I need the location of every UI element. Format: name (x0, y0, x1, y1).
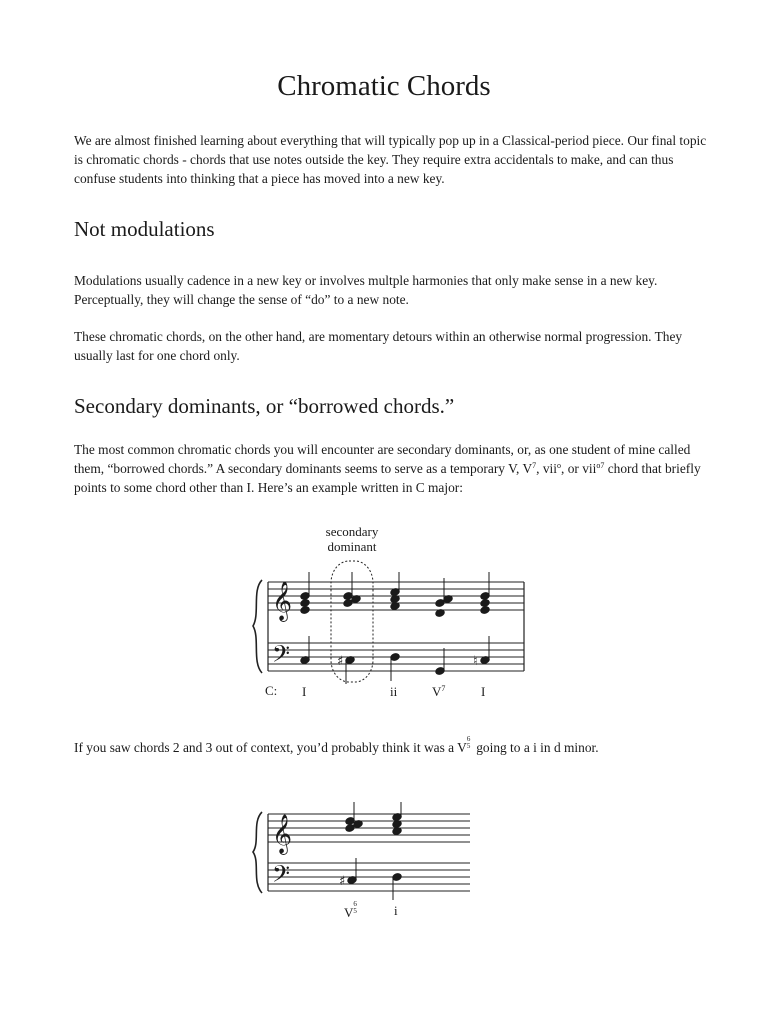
secondary-dominant-annotation: secondary dominant (325, 524, 379, 554)
section-heading-secondary-dominants: Secondary dominants, or “borrowed chords.” (74, 394, 455, 418)
modulations-paragraph: Modulations usually cadence in a new key or involves multple harmonies that only make sense in a new key. Perceptually, they will change the sense of “do” to a new note. (74, 273, 658, 307)
context-paragraph: If you saw chords 2 and 3 out of context, you’d probably think it was a V 6 5 going to a i in d minor. (74, 735, 599, 755)
sharp-icon: ♯ (337, 654, 344, 669)
roman-numeral-i: i (394, 903, 398, 918)
roman-numeral-2: ii (390, 684, 398, 699)
intro-paragraph: We are almost finished learning about everything that will typically pop up in a Classical-period piece. Our final topic is chromatic chords - chords that use notes outside the key. They require extra accidentals to make, and can thus confuse students into thinking that a piece has moved into a new key. (74, 133, 707, 186)
roman-numeral-1: I (302, 684, 307, 699)
natural-icon: ♮ (473, 654, 478, 669)
section-heading-not-modulations: Not modulations (74, 217, 215, 241)
bass-clef-icon: 𝄢 (272, 640, 291, 673)
treble-clef-icon: 𝄞 (272, 581, 293, 621)
roman-numeral-v65: V 6 5 (344, 900, 357, 920)
roman-numeral-3: $V^7$ (432, 684, 446, 699)
key-label: C: (265, 683, 278, 698)
roman-numeral-4: I (481, 684, 486, 699)
treble-clef-icon: 𝄞 (272, 814, 293, 854)
secondary-dominants-paragraph: The most common chromatic chords you will encounter are secondary dominants, or, as one student of mine called them, “borrowed chords.” A secondary dominants seems to serve as a temporary V, $V^7$, vii$^o$, or vii$^{o7}$ chord that briefly points to some chord other than I. Here’s an example written in C major: (74, 442, 701, 495)
chromatic-detours-paragraph: These chromatic chords, on the other hand, are momentary detours within an otherwise normal progression. They usually last for one chord only. (74, 329, 683, 363)
bass-clef-icon: 𝄢 (272, 860, 291, 893)
page-title: Chromatic Chords (277, 70, 491, 102)
sharp-icon: ♯ (339, 874, 346, 889)
